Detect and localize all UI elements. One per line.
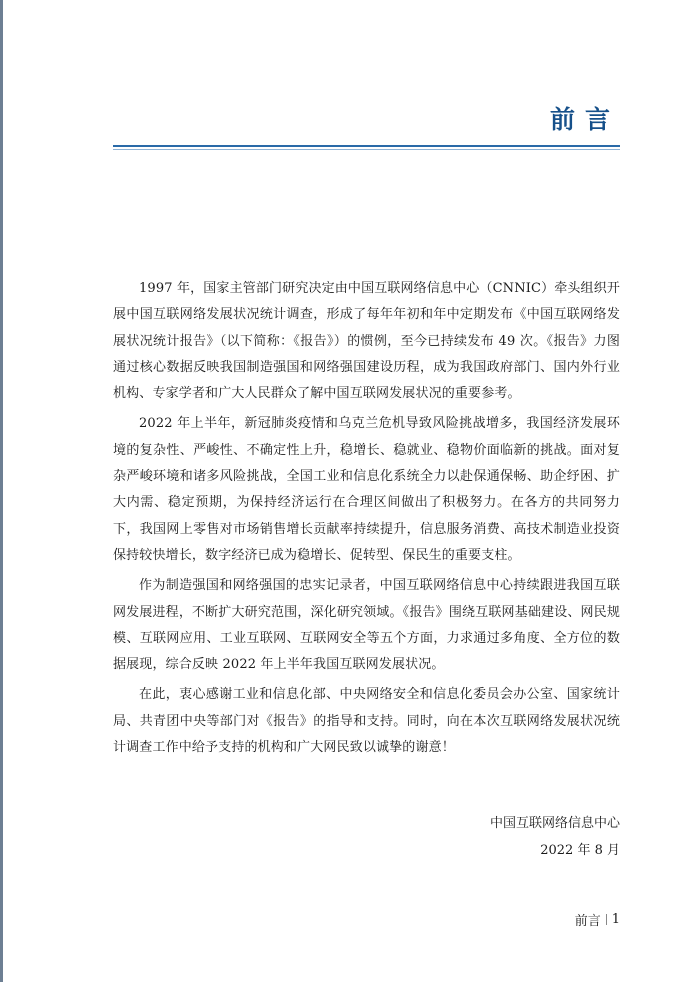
paragraph: 1997 年，国家主管部门研究决定由中国互联网络信息中心（CNNIC）牵头组织开展中国互联网络发展状况统计调查，形成了每年年初和年中定期发布《中国互联网络发展状况统计报告》（以下简称：《报告》）的惯例，至今已持续发布 49 次。《报告》力图通过核心数据反映我国制造强国和网络强国建设历程，成为我国政府部门、国内外行业机构、专家学者和广大人民群众了解中国互联网发展状况的重要参考。 xyxy=(113,281,620,402)
page-footer xyxy=(575,910,620,929)
footer-section-label: 前言 xyxy=(574,914,601,929)
page-edge-line xyxy=(0,0,3,982)
paragraph: 在此，衷心感谢工业和信息化部、中央网络安全和信息化委员会办公室、国家统计局、共青团中央等部门对《报告》的指导和支持。同时，向在本次互联网络发展状况统计调查工作中给予支持的机构和广大网民致以诚挚的谢意！ xyxy=(113,687,620,756)
footer-divider xyxy=(606,914,607,925)
signature-organization: 中国互联网络信息中心 xyxy=(489,816,620,831)
title-underline-secondary xyxy=(113,149,620,150)
title-underline xyxy=(113,145,620,147)
preface-body xyxy=(113,276,620,765)
page-number: 1 xyxy=(611,912,620,927)
paragraph: 作为制造强国和网络强国的忠实记录者，中国互联网络信息中心持续跟进我国互联网发展进程，不断扩大研究范围，深化研究领域。《报告》围绕互联网基础建设、网民规模、互联网应用、工业互联网、互联网安全等五个方面，力求通过多角度、全方位的数据展现，综合反映 2022 年上半年我国互联网发展状况。 xyxy=(113,578,620,673)
signature-block xyxy=(490,810,620,864)
paragraph: 2022 年上半年，新冠肺炎疫情和乌克兰危机导致风险挑战增多，我国经济发展环境的复杂性、严峻性、不确定性上升，稳增长、稳就业、稳物价面临新的挑战。面对复杂严峻环境和诸多风险挑战，全国工业和信息化系统全力以赴保通保畅、助企纾困、扩大内需、稳定预期，为保持经济运行在合理区间做出了积极努力。在各方的共同努力下，我国网上零售对市场销售增长贡献率持续提升，信息服务消费、高技术制造业投资保持较快增长，数字经济已成为稳增长、促转型、保民生的重要支柱。 xyxy=(113,416,620,563)
page-title: 前言 xyxy=(549,105,620,134)
signature-date: 2022 年 8 月 xyxy=(540,843,620,858)
